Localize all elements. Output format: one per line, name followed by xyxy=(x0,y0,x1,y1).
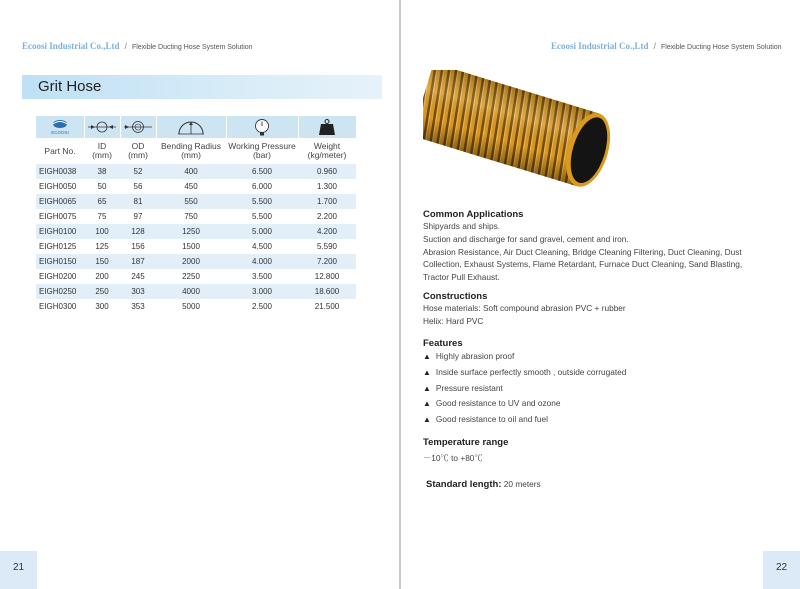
col-header-bend: Bending Radius (mm) xyxy=(156,138,226,164)
od-icon-cell xyxy=(120,116,156,138)
table-cell: 56 xyxy=(133,182,143,191)
header-row xyxy=(36,138,356,164)
col-header-od: OD (mm) xyxy=(120,138,156,164)
table-cell: 750 xyxy=(184,212,198,221)
table-cell: EIGH0075 xyxy=(39,212,77,221)
feature-item xyxy=(423,365,626,381)
table-cell: 128 xyxy=(120,224,156,239)
triangle-bullet-icon: ▲ xyxy=(423,415,431,425)
application-line: Abrasion Resistance, Air Duct Cleaning, Bridge Cleaning Filtering, Duct Cleaning, Dust xyxy=(423,246,742,257)
common-applications-section xyxy=(423,209,742,284)
outer-diameter-icon xyxy=(123,120,153,134)
table-cell: 187 xyxy=(120,254,156,269)
table-cell: 1.700 xyxy=(298,194,356,209)
header-tagline: Flexible Ducting Hose System Solution xyxy=(660,44,782,51)
table-cell: 200 xyxy=(95,272,109,281)
table-cell: 156 xyxy=(131,242,145,251)
left-page xyxy=(0,0,399,589)
table-cell: EIGH0050 xyxy=(39,182,77,191)
col-header-part: Part No. xyxy=(36,138,84,164)
table-cell: 300 xyxy=(95,302,109,311)
table-cell: 2.200 xyxy=(316,212,338,221)
table-cell: 1500 xyxy=(182,242,200,251)
table-cell: 2.500 xyxy=(251,302,273,311)
bending-radius-icon xyxy=(176,118,206,136)
construction-line: Helix: Hard PVC xyxy=(423,315,484,326)
table-cell: 5.590 xyxy=(316,242,338,251)
table-row xyxy=(36,284,356,299)
table-cell: 1250 xyxy=(156,224,226,239)
table-cell: 4.000 xyxy=(226,254,298,269)
col-header-weight: Weight (kg/meter) xyxy=(298,138,356,164)
table-cell: 5.500 xyxy=(251,212,273,221)
section-title: Common Applications xyxy=(423,209,524,220)
table-cell: 5000 xyxy=(182,302,200,311)
title-bar xyxy=(22,75,382,99)
table-cell: 1.300 xyxy=(316,182,338,191)
temperature-section xyxy=(423,437,508,465)
feature-item xyxy=(423,349,626,365)
table-row xyxy=(36,269,356,284)
table-cell: 2250 xyxy=(182,272,200,281)
table-cell: 5.500 xyxy=(226,194,298,209)
table-cell: 353 xyxy=(131,302,145,311)
pressure-gauge-icon xyxy=(253,118,271,136)
weight-icon xyxy=(318,118,336,136)
table-cell: EIGH0150 xyxy=(36,254,84,269)
table-row xyxy=(36,254,356,269)
company-name: Ecoosi Industrial Co.,Ltd xyxy=(22,41,120,51)
table-cell: 303 xyxy=(120,284,156,299)
id-icon-cell xyxy=(84,116,120,138)
col-header-pressure: Working Pressure (bar) xyxy=(226,138,298,164)
table-row xyxy=(36,224,356,239)
table-cell: 5.000 xyxy=(226,224,298,239)
table-cell: 21.500 xyxy=(314,302,340,311)
feature-text: Good resistance to oil and fuel xyxy=(435,414,548,425)
table-cell: 550 xyxy=(156,194,226,209)
pressure-icon-cell xyxy=(226,116,298,138)
inner-diameter-icon xyxy=(87,120,117,134)
spec-table-body xyxy=(36,164,356,314)
table-row xyxy=(36,194,356,209)
table-cell: EIGH0065 xyxy=(36,194,84,209)
triangle-bullet-icon: ▲ xyxy=(423,352,431,361)
table-cell: 245 xyxy=(131,272,145,281)
construction-line: Hose materials: Soft compound abrasion PVC + rubber xyxy=(423,303,626,313)
table-cell: 125 xyxy=(95,242,109,251)
hose-photo xyxy=(423,70,618,197)
table-cell: 75 xyxy=(97,212,107,221)
logo-cell xyxy=(36,116,84,138)
table-cell: 4000 xyxy=(156,284,226,299)
application-line: Suction and discharge for sand gravel, cement and iron. xyxy=(423,233,629,244)
page-number-left: 21 xyxy=(0,551,37,589)
table-cell: 6.000 xyxy=(251,182,273,191)
table-row xyxy=(36,299,356,314)
table-cell: 65 xyxy=(84,194,120,209)
page-number-right: 22 xyxy=(763,551,800,589)
table-cell: EIGH0125 xyxy=(39,242,77,251)
table-cell: EIGH0250 xyxy=(36,284,84,299)
table-cell: 52 xyxy=(120,164,156,179)
feature-item xyxy=(423,412,626,428)
features-section xyxy=(423,338,626,428)
bend-icon-cell xyxy=(156,116,226,138)
table-cell: 38 xyxy=(84,164,120,179)
table-cell: 50 xyxy=(97,182,107,191)
ecoosi-logo-icon xyxy=(42,118,78,136)
svg-text:ECOOSI: ECOOSI xyxy=(50,130,69,135)
features-list xyxy=(423,349,626,428)
page-header xyxy=(22,41,253,51)
spec-table xyxy=(36,116,357,314)
table-cell: EIGH0200 xyxy=(39,272,77,281)
table-cell: 18.600 xyxy=(298,284,356,299)
table-row xyxy=(36,164,356,179)
application-line: Tractor Pull Exhaust. xyxy=(423,272,500,283)
triangle-bullet-icon: ▲ xyxy=(423,399,431,409)
feature-text: Highly abrasion proof xyxy=(435,351,515,361)
table-cell: 3.000 xyxy=(226,284,298,299)
table-cell: EIGH0038 xyxy=(36,164,84,179)
table-cell: 0.960 xyxy=(298,164,356,179)
weight-icon-cell xyxy=(298,116,356,138)
company-name: Ecoosi Industrial Co.,Ltd xyxy=(551,41,649,51)
section-title: Features xyxy=(423,338,463,349)
page-header xyxy=(551,41,782,51)
table-cell: 150 xyxy=(84,254,120,269)
feature-text: Pressure resistant xyxy=(435,382,503,393)
table-row xyxy=(36,179,356,194)
right-page xyxy=(401,0,800,589)
triangle-bullet-icon: ▲ xyxy=(423,367,431,377)
feature-text: Inside surface perfectly smooth , outside corrugated xyxy=(435,366,627,377)
header-tagline: Flexible Ducting Hose System Solution xyxy=(131,44,253,51)
application-line: Collection, Exhaust Systems, Flame Retardant, Furnace Duct Cleaning, Sand Blasting, xyxy=(423,259,743,270)
standard-length-label: Standard length: xyxy=(426,479,502,490)
table-cell: 97 xyxy=(133,212,143,221)
table-cell: 81 xyxy=(120,194,156,209)
header-separator: / xyxy=(124,41,127,51)
table-cell: 4.200 xyxy=(298,224,356,239)
table-cell: EIGH0300 xyxy=(39,302,77,311)
application-line: Shipyards and ships. xyxy=(423,221,501,231)
triangle-bullet-icon: ▲ xyxy=(423,383,431,393)
table-cell: 4.500 xyxy=(251,242,273,251)
table-cell: 250 xyxy=(84,284,120,299)
table-row xyxy=(36,239,356,254)
feature-item xyxy=(423,396,626,412)
page-title: Grit Hose xyxy=(38,78,102,95)
standard-length-value: 20 meters xyxy=(501,479,541,489)
table-cell: 2000 xyxy=(156,254,226,269)
table-cell: 12.800 xyxy=(314,272,340,281)
feature-text: Good resistance to UV and ozone xyxy=(435,398,561,409)
feature-item xyxy=(423,381,626,397)
table-cell: 3.500 xyxy=(251,272,273,281)
icon-row xyxy=(36,116,356,138)
constructions-section xyxy=(423,291,626,328)
header-separator: / xyxy=(653,41,656,51)
section-title: Constructions xyxy=(423,291,488,302)
section-title: Temperature range xyxy=(423,437,509,448)
table-cell: 7.200 xyxy=(298,254,356,269)
table-cell: 6.500 xyxy=(226,164,298,179)
table-cell: 100 xyxy=(84,224,120,239)
standard-length-section xyxy=(426,478,541,492)
table-row xyxy=(36,209,356,224)
col-header-id: ID (mm) xyxy=(84,138,120,164)
table-cell: 450 xyxy=(184,182,198,191)
table-cell: 400 xyxy=(156,164,226,179)
grit-hose-image xyxy=(423,70,618,197)
temperature-value: －10℃ to +80℃ xyxy=(423,453,483,463)
table-cell: EIGH0100 xyxy=(36,224,84,239)
